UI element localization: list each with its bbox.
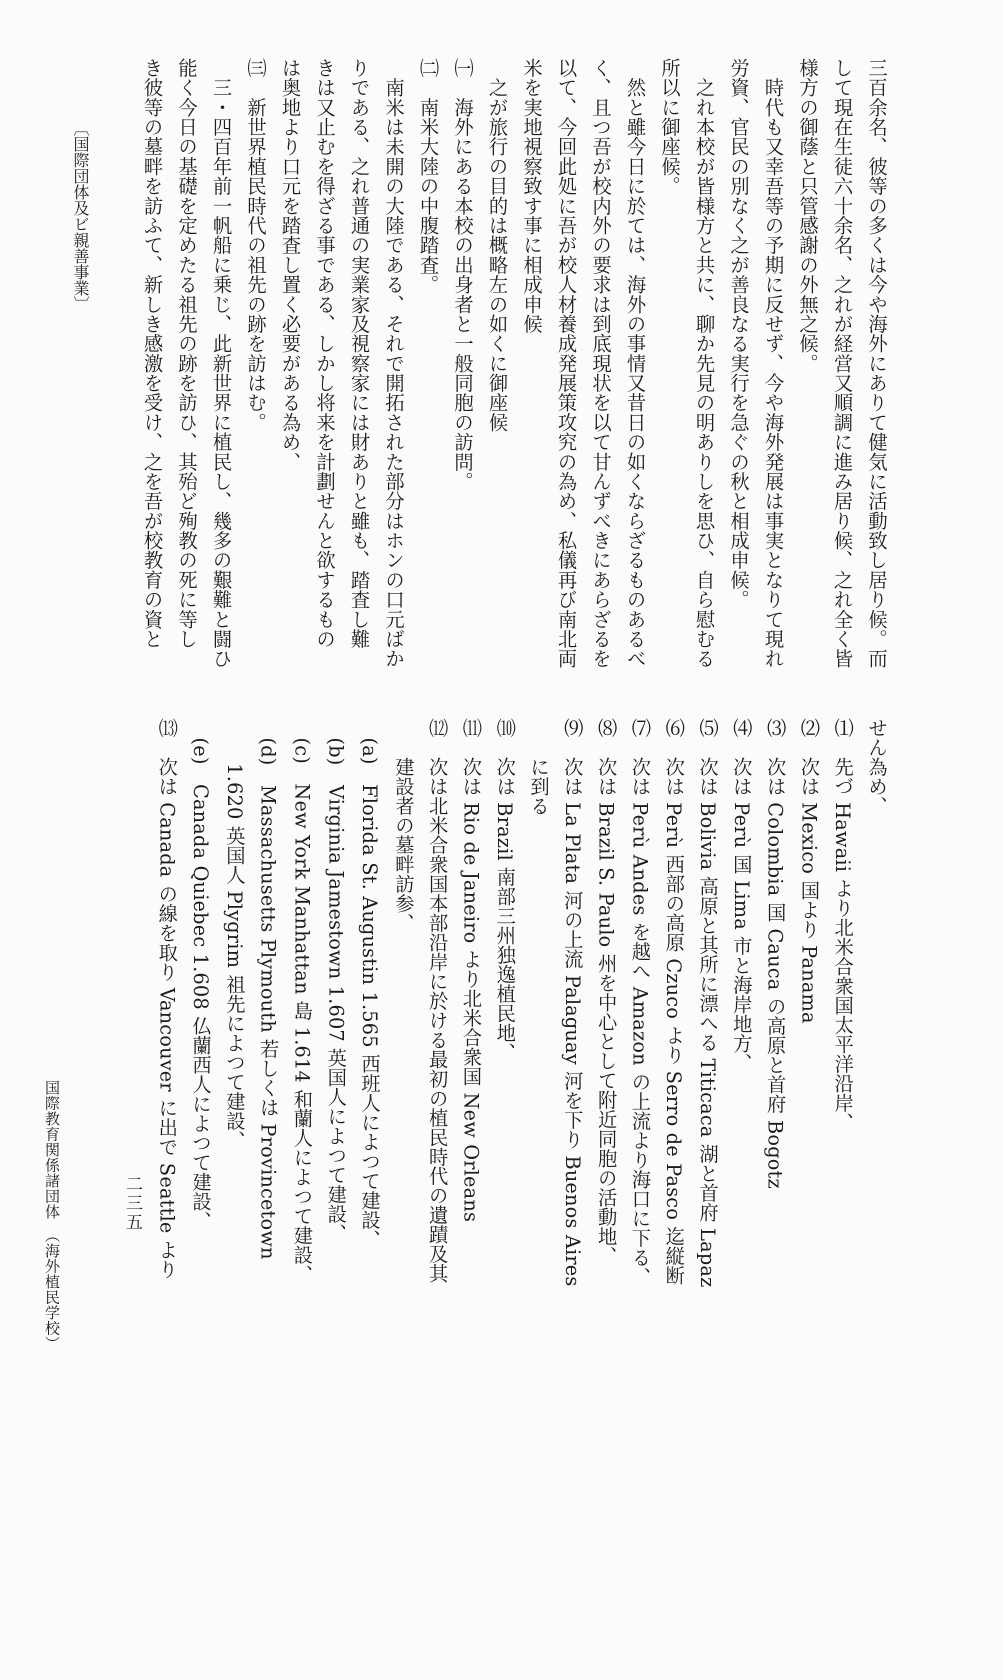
text-line: 様方の御蔭と只管感謝の外無之候。 (796, 58, 819, 374)
list-item: ⑴ 先づ Hawaii より北米合衆国太平洋沿岸、 (831, 718, 855, 1132)
footer-block (67, 120, 93, 312)
list-item: ⑹ 次は Perù 西部の高原 Czuco より Serro de Pasco 迄縦断 (662, 718, 686, 1285)
text-line: ㈢ 新世界植民時代の祖先の跡を訪はむ。 (244, 58, 267, 433)
text-line: 時代も又幸吾等の予期に反せず、今や海外発展は事実となりて現れ (761, 58, 785, 669)
list-item: ⒀ 次は Canada の線を取り Vancouver に出で Seattle より (155, 718, 179, 1279)
list-item: ⑽ 次は Brazil 南部三州独逸植民地、 (493, 718, 517, 1063)
list-item: ⑵ 次は Mexico 国より Panama (797, 718, 821, 1024)
text-line: 之れ本校が皆様方と共に、聊か先見の明ありしを思ひ、自ら慰むる (692, 58, 716, 669)
sub-list-item-continuation: 1.620 英国人 Plygrim 祖先によつて建設、 (222, 718, 246, 1150)
text-line: ㈡ 南米大陸の中腹踏査。 (416, 58, 440, 295)
list-item-continuation: 建設者の墓畔訪参、 (391, 718, 415, 933)
upper-text-block (134, 58, 893, 669)
text-line: 之が旅行の目的は概略左の如くに御座候 (485, 58, 509, 433)
text-line: 米を実地視察致す事に相成申候 (520, 58, 543, 334)
text-line: 以て、今回此処に吾が校人材養成発展策攻究の為め、私儀再び南北両 (554, 58, 578, 669)
text-line: く、且つ吾が校内外の要求は到底現状を以て甘んずべきにあらざるを (589, 58, 612, 669)
text-line: して現在生徒六十余名、之れが経営又順調に進み居り候、之れ全く皆 (830, 58, 854, 669)
text-line: き彼等の墓畔を訪ふて、新しき感激を受け、之を吾が校教育の資と (140, 58, 164, 649)
text-line: せん為め、 (865, 718, 888, 816)
text-line: 三百余名、彼等の多くは今や海外にありて健気に活動致し居り候。而 (865, 58, 888, 669)
text-line: ㈠ 海外にある本校の出身者と一般同胞の訪問。 (451, 58, 474, 492)
list-item: ⑼ 次は La Plata 河の上流 Palaguay 河を下り Buenos Aires (560, 718, 584, 1287)
text-line: 然と雖今日に於ては、海外の事情又昔日の如くならざるものあるべ (623, 58, 647, 669)
text-line: 南米は未開の大陸である、それで開拓された部分はホンの口元ばか (382, 58, 405, 669)
running-footer: 国際教育関係諸団体 （海外植民学校） (43, 1080, 61, 1352)
sub-list-item: (d) Massachusetts Plymouth 若しくは Provincetown (256, 718, 280, 1260)
text-line: 能く今日の基礎を定めたる祖先の跡を訪ひ、其殆ど殉教の死に等し (175, 58, 198, 649)
list-item: ⑿ 次は北米合衆国本部沿岸に於ける最初の植民時代の遺蹟及其 (425, 718, 449, 1284)
footer-category: 〔国際団体及ビ親善事業〕 (71, 120, 90, 312)
sub-list-item: (a) Florida St. Augustin 1.565 西班人によつて建設、 (358, 718, 382, 1249)
text-line: きは又止むを得ざる事である、しかし将来を計劃せんと欲するもの (313, 58, 336, 649)
text-line: りである、之れ普通の実業家及視察家には財ありと雖も、踏査し難 (347, 58, 371, 649)
list-item: ⑶ 次は Colombia 国 Cauca の高原と首府 Bogotz (763, 718, 787, 1189)
list-item: ⑾ 次は Rio de Janeiro より北米合衆国 New Orleans (459, 718, 483, 1223)
sub-list-item: (c) New York Manhattan 島 1.614 和蘭人によつて建設、 (290, 718, 314, 1285)
list-item: ⑻ 次は Brazil S. Paulo 州を中心として附近同胞の活動地、 (594, 718, 618, 1266)
sub-list-item: (e) Canada Quiebec 1.608 仏蘭西人によつて建設、 (189, 718, 213, 1231)
text-line: 労資、官民の別なく之が善良なる実行を急ぐの秋と相成申候。 (727, 58, 750, 610)
list-item: ⑷ 次は Perù 国 Lima 市と海岸地方、 (729, 718, 753, 1073)
sub-list-item: (b) Virginia Jamestown 1.607 英国人によつて建設、 (324, 718, 348, 1244)
list-item-continuation: に到る (527, 718, 551, 816)
list-item: ⑸ 次は Bolivia 高原と其所に漂へる Titicaca 湖と首府 Lapaz (696, 718, 720, 1288)
text-line: 所以に御座候。 (658, 58, 681, 196)
text-line: 三・四百年前一帆船に乗じ、此新世界に植民し、幾多の艱難と闘ひ (209, 58, 233, 669)
lower-text-block (149, 718, 893, 1298)
text-line: は奥地より口元を踏査し置く必要がある為め、 (278, 58, 302, 472)
page-number: 二三五 (122, 1175, 142, 1232)
list-item: ⑺ 次は Perù Andes を越へ Amazon の上流より海口に下る、 (628, 718, 652, 1287)
